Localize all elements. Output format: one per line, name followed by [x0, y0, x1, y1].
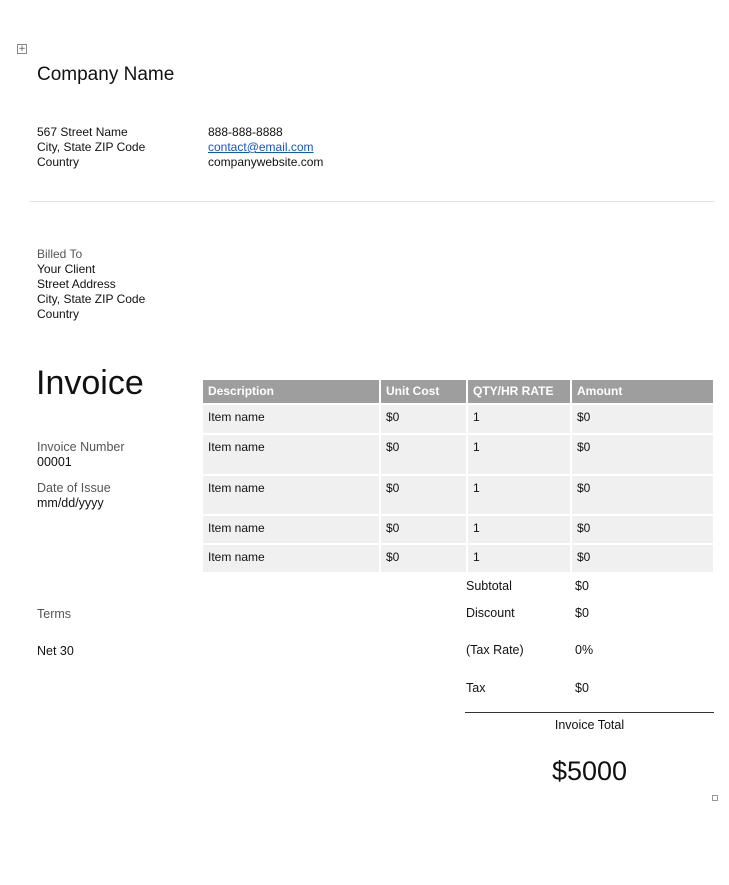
- company-address: [37, 125, 145, 170]
- address-line: City, State ZIP Code: [37, 140, 146, 154]
- cell-unit-cost: $0: [379, 476, 466, 514]
- resize-handle-icon[interactable]: [712, 795, 718, 801]
- date-of-issue-block: [37, 481, 111, 511]
- billed-to-label: Billed To: [37, 247, 83, 261]
- header-divider: [30, 201, 714, 202]
- tax-value: $0: [575, 681, 589, 695]
- cell-amount: $0: [570, 435, 713, 474]
- cell-unit-cost: $0: [379, 405, 466, 433]
- subtotal-label: Subtotal: [466, 579, 512, 593]
- cell-description: Item name: [208, 481, 265, 495]
- table-row: [203, 545, 713, 572]
- line-items-table: [203, 380, 713, 572]
- terms-label: Terms: [37, 607, 72, 621]
- cell-amount: $0: [570, 476, 713, 514]
- invoice-total-label: Invoice Total: [554, 718, 625, 732]
- cell-amount: $0: [570, 405, 713, 433]
- invoice-total-amount: $5000: [551, 756, 628, 786]
- subtotal-value: $0: [575, 579, 589, 593]
- table-header: [203, 380, 713, 403]
- tax-label: Tax: [466, 681, 486, 695]
- cell-amount: $0: [570, 545, 713, 572]
- billed-to-line: Street Address: [37, 277, 116, 291]
- company-contact: [208, 125, 323, 170]
- header-description: Description: [208, 384, 275, 398]
- table-row: [203, 405, 713, 433]
- date-of-issue: mm/dd/yyyy: [37, 496, 104, 510]
- header-unit-cost: Unit Cost: [379, 380, 466, 403]
- cell-qty: 1: [466, 476, 570, 514]
- discount-label: Discount: [466, 606, 515, 620]
- cell-unit-cost: $0: [379, 516, 466, 543]
- invoice-number-label: Invoice Number: [37, 440, 125, 454]
- cell-description: Item name: [208, 521, 265, 535]
- tax-rate-label: (Tax Rate): [466, 643, 524, 657]
- billed-to-block: [37, 247, 145, 322]
- table-row: [203, 516, 713, 543]
- date-of-issue-label: Date of Issue: [37, 481, 111, 495]
- company-name: Company Name: [37, 64, 175, 85]
- table-row: [203, 476, 713, 514]
- tax-rate-value: 0%: [575, 643, 594, 657]
- discount-value: $0: [575, 606, 589, 620]
- cell-qty: 1: [466, 545, 570, 572]
- total-divider: [465, 712, 714, 713]
- cell-unit-cost: $0: [379, 545, 466, 572]
- cell-description: Item name: [208, 410, 265, 424]
- cell-description: Item name: [208, 550, 265, 564]
- address-line: 567 Street Name: [37, 125, 128, 139]
- address-line: Country: [37, 155, 80, 169]
- table-row: [203, 435, 713, 474]
- billed-to-line: Country: [37, 307, 80, 321]
- move-handle-icon[interactable]: +: [18, 44, 26, 54]
- terms-value: Net 30: [37, 644, 74, 658]
- cell-qty: 1: [466, 516, 570, 543]
- cell-unit-cost: $0: [379, 435, 466, 474]
- billed-to-line: Your Client: [37, 262, 96, 276]
- company-phone: 888-888-8888: [208, 125, 283, 139]
- invoice-number: 00001: [37, 455, 72, 469]
- company-email-link[interactable]: contact@email.com: [208, 140, 314, 154]
- billed-to-line: City, State ZIP Code: [37, 292, 146, 306]
- invoice-title: Invoice: [36, 364, 144, 402]
- header-qty: QTY/HR RATE: [466, 380, 570, 403]
- cell-amount: $0: [570, 516, 713, 543]
- cell-qty: 1: [466, 405, 570, 433]
- invoice-number-block: [37, 440, 125, 470]
- header-amount: Amount: [570, 380, 713, 403]
- cell-qty: 1: [466, 435, 570, 474]
- cell-description: Item name: [208, 440, 265, 454]
- company-website: companywebsite.com: [208, 155, 324, 169]
